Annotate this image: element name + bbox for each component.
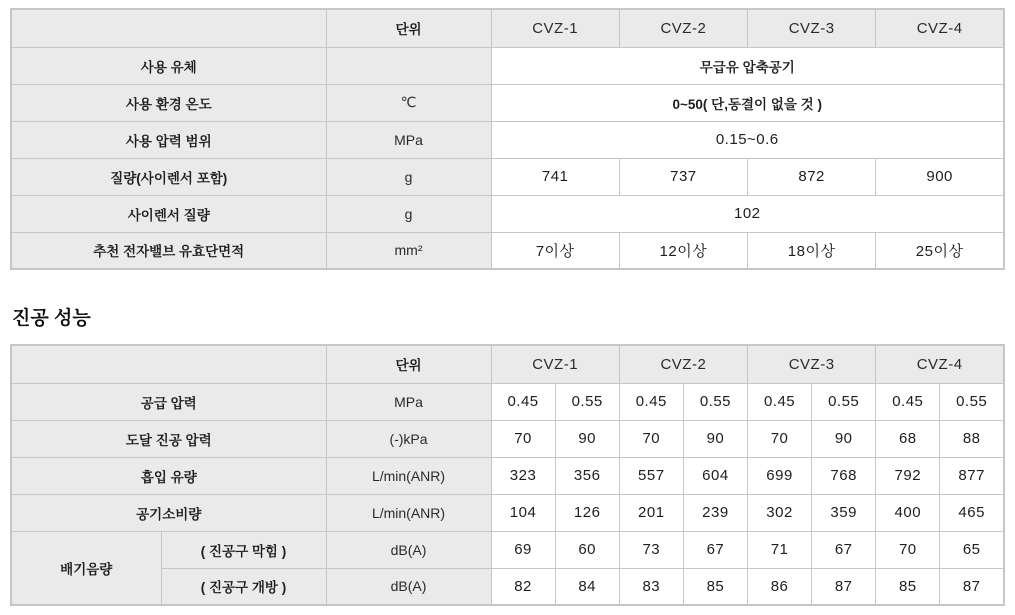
table-row-pressure-range	[11, 121, 1004, 158]
model-header-cvz4: CVZ-4	[876, 345, 1004, 383]
value-cell: 0.55	[683, 383, 747, 420]
row-label: 질량(사이렌서 포함)	[11, 158, 326, 195]
value-cell: 86	[748, 568, 812, 605]
value-cell: 400	[876, 494, 940, 531]
value-cell: 0.45	[748, 383, 812, 420]
unit-cell: (-)kPa	[326, 420, 491, 457]
unit-column-header: 단위	[326, 9, 491, 47]
unit-cell: L/min(ANR)	[326, 457, 491, 494]
value-cell: 356	[555, 457, 619, 494]
value-cell: 0.55	[555, 383, 619, 420]
value-cell: 90	[683, 420, 747, 457]
table-row-fluid	[11, 47, 1004, 84]
row-label: 사용 압력 범위	[11, 121, 326, 158]
row-label: 사용 환경 온도	[11, 84, 326, 121]
value-cell: 0.45	[619, 383, 683, 420]
value-cell: 0.15~0.6	[491, 121, 1004, 158]
value-cell: 65	[940, 531, 1004, 568]
value-cell: 699	[748, 457, 812, 494]
value-cell: 25이상	[876, 232, 1004, 269]
row-sublabel: ( 진공구 막힘 )	[161, 531, 326, 568]
value-cell: 90	[555, 420, 619, 457]
value-cell: 70	[491, 420, 555, 457]
value-cell: 무급유 압축공기	[491, 47, 1004, 84]
value-cell: 68	[876, 420, 940, 457]
row-label: 사용 유체	[11, 47, 326, 84]
value-cell: 557	[619, 457, 683, 494]
vacuum-performance-table	[10, 344, 1005, 606]
unit-cell: g	[326, 195, 491, 232]
value-cell: 900	[876, 158, 1004, 195]
table-row-supply-pressure	[11, 383, 1004, 420]
value-cell: 70	[876, 531, 940, 568]
row-sublabel: ( 진공구 개방 )	[161, 568, 326, 605]
table-row-suction-flow	[11, 457, 1004, 494]
value-cell: 85	[876, 568, 940, 605]
unit-cell: mm²	[326, 232, 491, 269]
value-cell: 82	[491, 568, 555, 605]
row-label: 공급 압력	[11, 383, 326, 420]
value-cell: 741	[491, 158, 619, 195]
value-cell: 768	[812, 457, 876, 494]
value-cell: 465	[940, 494, 1004, 531]
table-row-exhaust-noise-closed	[11, 531, 1004, 568]
model-header-cvz3: CVZ-3	[748, 9, 876, 47]
model-header-cvz2: CVZ-2	[619, 9, 747, 47]
unit-cell: L/min(ANR)	[326, 494, 491, 531]
corner-cell	[11, 9, 326, 47]
value-cell: 104	[491, 494, 555, 531]
value-cell: 7이상	[491, 232, 619, 269]
unit-cell: dB(A)	[326, 531, 491, 568]
value-cell: 73	[619, 531, 683, 568]
value-cell: 0.45	[491, 383, 555, 420]
value-cell: 67	[683, 531, 747, 568]
table-row-ultimate-vacuum	[11, 420, 1004, 457]
value-cell: 877	[940, 457, 1004, 494]
value-cell: 90	[812, 420, 876, 457]
row-label: 흡입 유량	[11, 457, 326, 494]
table-row-silencer-mass	[11, 195, 1004, 232]
value-cell: 18이상	[748, 232, 876, 269]
table-row-valve-area	[11, 232, 1004, 269]
table-row-ambient-temp	[11, 84, 1004, 121]
value-cell: 102	[491, 195, 1004, 232]
unit-cell: g	[326, 158, 491, 195]
value-cell: 12이상	[619, 232, 747, 269]
table-header-row	[11, 345, 1004, 383]
value-cell: 60	[555, 531, 619, 568]
model-header-cvz3: CVZ-3	[748, 345, 876, 383]
unit-cell: MPa	[326, 383, 491, 420]
value-cell: 0.55	[940, 383, 1004, 420]
value-cell: 83	[619, 568, 683, 605]
unit-cell: MPa	[326, 121, 491, 158]
value-cell: 71	[748, 531, 812, 568]
value-cell: 70	[619, 420, 683, 457]
value-cell: 0~50( 단,동결이 없을 것 )	[491, 84, 1004, 121]
value-cell: 604	[683, 457, 747, 494]
value-cell: 69	[491, 531, 555, 568]
unit-cell: ℃	[326, 84, 491, 121]
model-header-cvz4: CVZ-4	[876, 9, 1004, 47]
unit-cell	[326, 47, 491, 84]
table-row-mass	[11, 158, 1004, 195]
value-cell: 126	[555, 494, 619, 531]
value-cell: 302	[748, 494, 812, 531]
value-cell: 201	[619, 494, 683, 531]
model-header-cvz1: CVZ-1	[491, 9, 619, 47]
value-cell: 792	[876, 457, 940, 494]
section-title-vacuum-performance: 진공 성능	[12, 308, 91, 329]
value-cell: 239	[683, 494, 747, 531]
value-cell: 87	[940, 568, 1004, 605]
table-header-row	[11, 9, 1004, 47]
unit-column-header: 단위	[326, 345, 491, 383]
value-cell: 70	[748, 420, 812, 457]
corner-cell	[11, 345, 326, 383]
row-label: 공기소비량	[11, 494, 326, 531]
model-header-cvz1: CVZ-1	[491, 345, 619, 383]
value-cell: 0.45	[876, 383, 940, 420]
group-label-exhaust-noise: 배기음량	[11, 531, 161, 605]
row-label: 추천 전자밸브 유효단면적	[11, 232, 326, 269]
value-cell: 88	[940, 420, 1004, 457]
general-spec-table	[10, 8, 1005, 270]
value-cell: 323	[491, 457, 555, 494]
row-label: 사이렌서 질량	[11, 195, 326, 232]
value-cell: 85	[683, 568, 747, 605]
value-cell: 0.55	[812, 383, 876, 420]
value-cell: 67	[812, 531, 876, 568]
value-cell: 872	[748, 158, 876, 195]
row-label: 도달 진공 압력	[11, 420, 326, 457]
unit-cell: dB(A)	[326, 568, 491, 605]
table-row-air-consumption	[11, 494, 1004, 531]
value-cell: 84	[555, 568, 619, 605]
value-cell: 87	[812, 568, 876, 605]
value-cell: 359	[812, 494, 876, 531]
value-cell: 737	[619, 158, 747, 195]
model-header-cvz2: CVZ-2	[619, 345, 747, 383]
